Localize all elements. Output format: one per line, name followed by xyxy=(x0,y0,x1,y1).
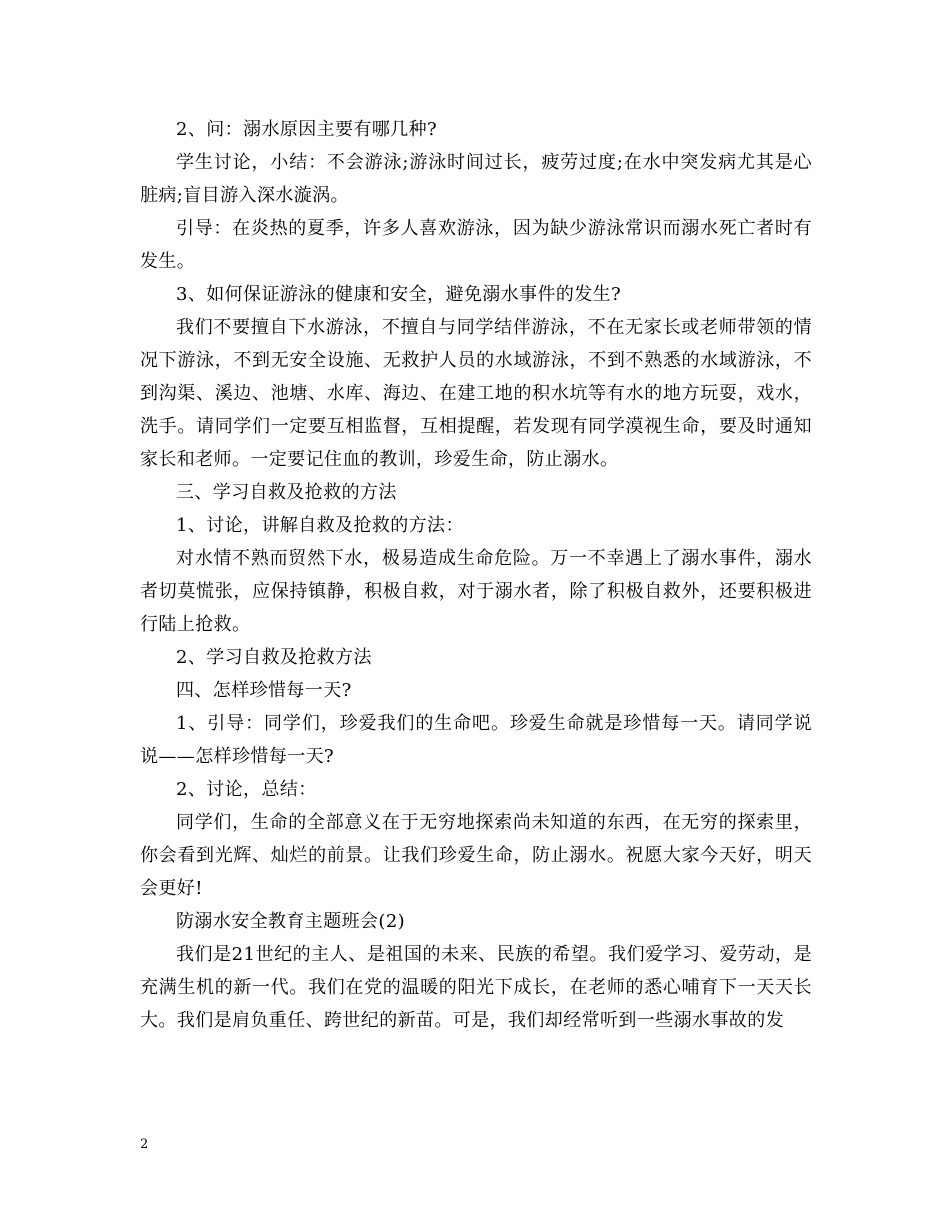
body-text xyxy=(140,113,812,1037)
section-heading-4: 四、怎样珍惜每一天? xyxy=(176,680,352,701)
paragraph-question-2: 2、问：溺水原因主要有哪几种? xyxy=(176,119,438,140)
paragraph-discussion-summary: 学生讨论，小结：不会游泳;游泳时间过长，疲劳过度;在水中突发病尤其是心脏病;盲目游入深水漩涡。 xyxy=(140,152,812,206)
paragraph-intro-2: 我们是21世纪的主人、是祖国的未来、民族的希望。我们爱学习、爱劳动，是充满生机的新一代。我们在党的温暖的阳光下成长，在老师的悉心哺育下一天天长大。我们是肩负重任、跨世纪的新苗。可是，我们却经常听到一些溺水事故的发 xyxy=(140,944,812,1031)
paragraph-discussion-rescue: 1、讨论，讲解自救及抢救的方法： xyxy=(176,515,464,536)
paragraph-discussion-conclusion: 2、讨论，总结： xyxy=(176,779,317,800)
paragraph-guidance-2: 1、引导：同学们，珍爱我们的生命吧。珍爱生命就是珍惜每一天。请同学说说——怎样珍惜每一天? xyxy=(140,713,812,767)
paragraph-rescue-method: 对水情不熟而贸然下水，极易造成生命危险。万一不幸遇上了溺水事件，溺水者切莫慌张，应保持镇静，积极自救，对于溺水者，除了积极自救外，还要积极进行陆上抢救。 xyxy=(140,548,812,635)
paragraph-guidance: 引导：在炎热的夏季，许多人喜欢游泳，因为缺少游泳常识而溺水死亡者时有发生。 xyxy=(140,218,812,272)
paragraph-safety-rules: 我们不要擅自下水游泳，不擅自与同学结伴游泳，不在无家长或老师带领的情况下游泳，不到无安全设施、无救护人员的水域游泳，不到不熟悉的水域游泳，不到沟渠、溪边、池塘、水库、海边、在建工地的积水坑等有水的地方玩耍，戏水，洗手。请同学们一定要互相监督，互相提醒，若发现有同学漠视生命，要及时通知家长和老师。一定要记住血的教训，珍爱生命，防止溺水。 xyxy=(140,317,812,470)
paragraph-question-3: 3、如何保证游泳的健康和安全，避免溺水事件的发生? xyxy=(176,284,622,305)
section-title-class-meeting-2: 防溺水安全教育主题班会(2) xyxy=(176,911,406,932)
paragraph-conclusion: 同学们，生命的全部意义在于无穷地探索尚未知道的东西，在无穷的探索里，你会看到光辉、灿烂的前景。让我们珍爱生命，防止溺水。祝愿大家今天好，明天会更好! xyxy=(140,812,812,899)
section-heading-3: 三、学习自救及抢救的方法 xyxy=(176,482,397,503)
page-number: 2 xyxy=(140,1137,149,1152)
paragraph-learn-rescue: 2、学习自救及抢救方法 xyxy=(176,647,372,668)
